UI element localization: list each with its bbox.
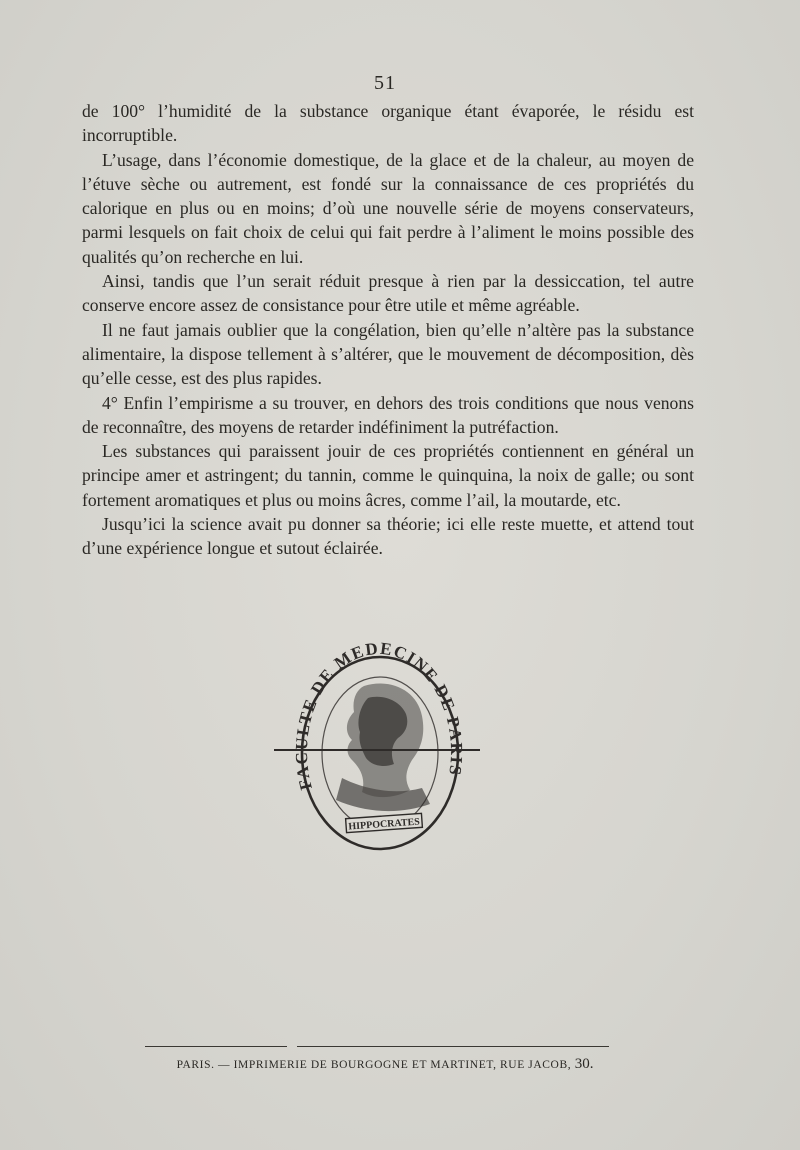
paragraph-2: L’usage, dans l’économie domestique, de la glace et de la chaleur, au moyen de l’étuve sèche ou autrement, est fondé sur la connaissance de ces propriétés du calorique en plus ou en moins; d’où une nouvelle série de moyens conservateurs, parmi lesquels on fait choix de celui qui fait perdre à l’aliment le moins possible des qualités qu’on recherche en lui. bbox=[82, 149, 694, 267]
footer-rule-right bbox=[297, 1046, 609, 1047]
paragraph-4: Il ne faut jamais oublier que la congélation, bien qu’elle n’altère pas la substance alimentaire, la dispose tellement à s’altérer, que le mouvement de décomposition, dès qu’elle cesse, est des plus rapides. bbox=[82, 319, 694, 389]
stamp-text: FACULTE DE MEDECINE DE PARIS bbox=[291, 638, 467, 792]
stamp-banner-text: HIPPOCRATES bbox=[348, 816, 421, 833]
paragraph-1: de 100° l’humidité de la substance organique étant évaporée, le résidu est incorruptible. bbox=[82, 101, 694, 146]
footer-rule-left bbox=[145, 1046, 287, 1047]
paragraph-7: Jusqu’ici la science avait pu donner sa théorie; ici elle reste muette, et attend tout d’une expérience longue et sutout éclairée. bbox=[82, 514, 694, 559]
imprint-text: PARIS. — IMPRIMERIE DE BOURGOGNE ET MARTINET, RUE JACOB, bbox=[176, 1059, 575, 1071]
stamp-seal-icon bbox=[272, 628, 482, 854]
printer-imprint bbox=[0, 1056, 770, 1073]
paragraph-5: 4° Enfin l’empirisme a su trouver, en dehors des trois conditions que nous venons de reconnaître, des moyens de retarder indéfiniment la putréfaction. bbox=[82, 392, 694, 437]
library-stamp bbox=[272, 628, 482, 854]
paragraph-6: Les substances qui paraissent jouir de ces propriétés contiennent en général un principe amer et astringent; du tannin, comme le quinquina, la noix de galle; ou sont fortement aromatiques et plus ou moins âcres, comme l’ail, la moutarde, etc. bbox=[82, 441, 694, 510]
imprint-street-number: 30. bbox=[574, 1056, 594, 1072]
page-number: 51 bbox=[374, 72, 396, 94]
paragraph-3: Ainsi, tandis que l’un serait réduit presque à rien par la dessiccation, tel autre conserve encore assez de consistance pour être utile et même agréable. bbox=[82, 271, 694, 316]
body-text bbox=[82, 99, 694, 561]
